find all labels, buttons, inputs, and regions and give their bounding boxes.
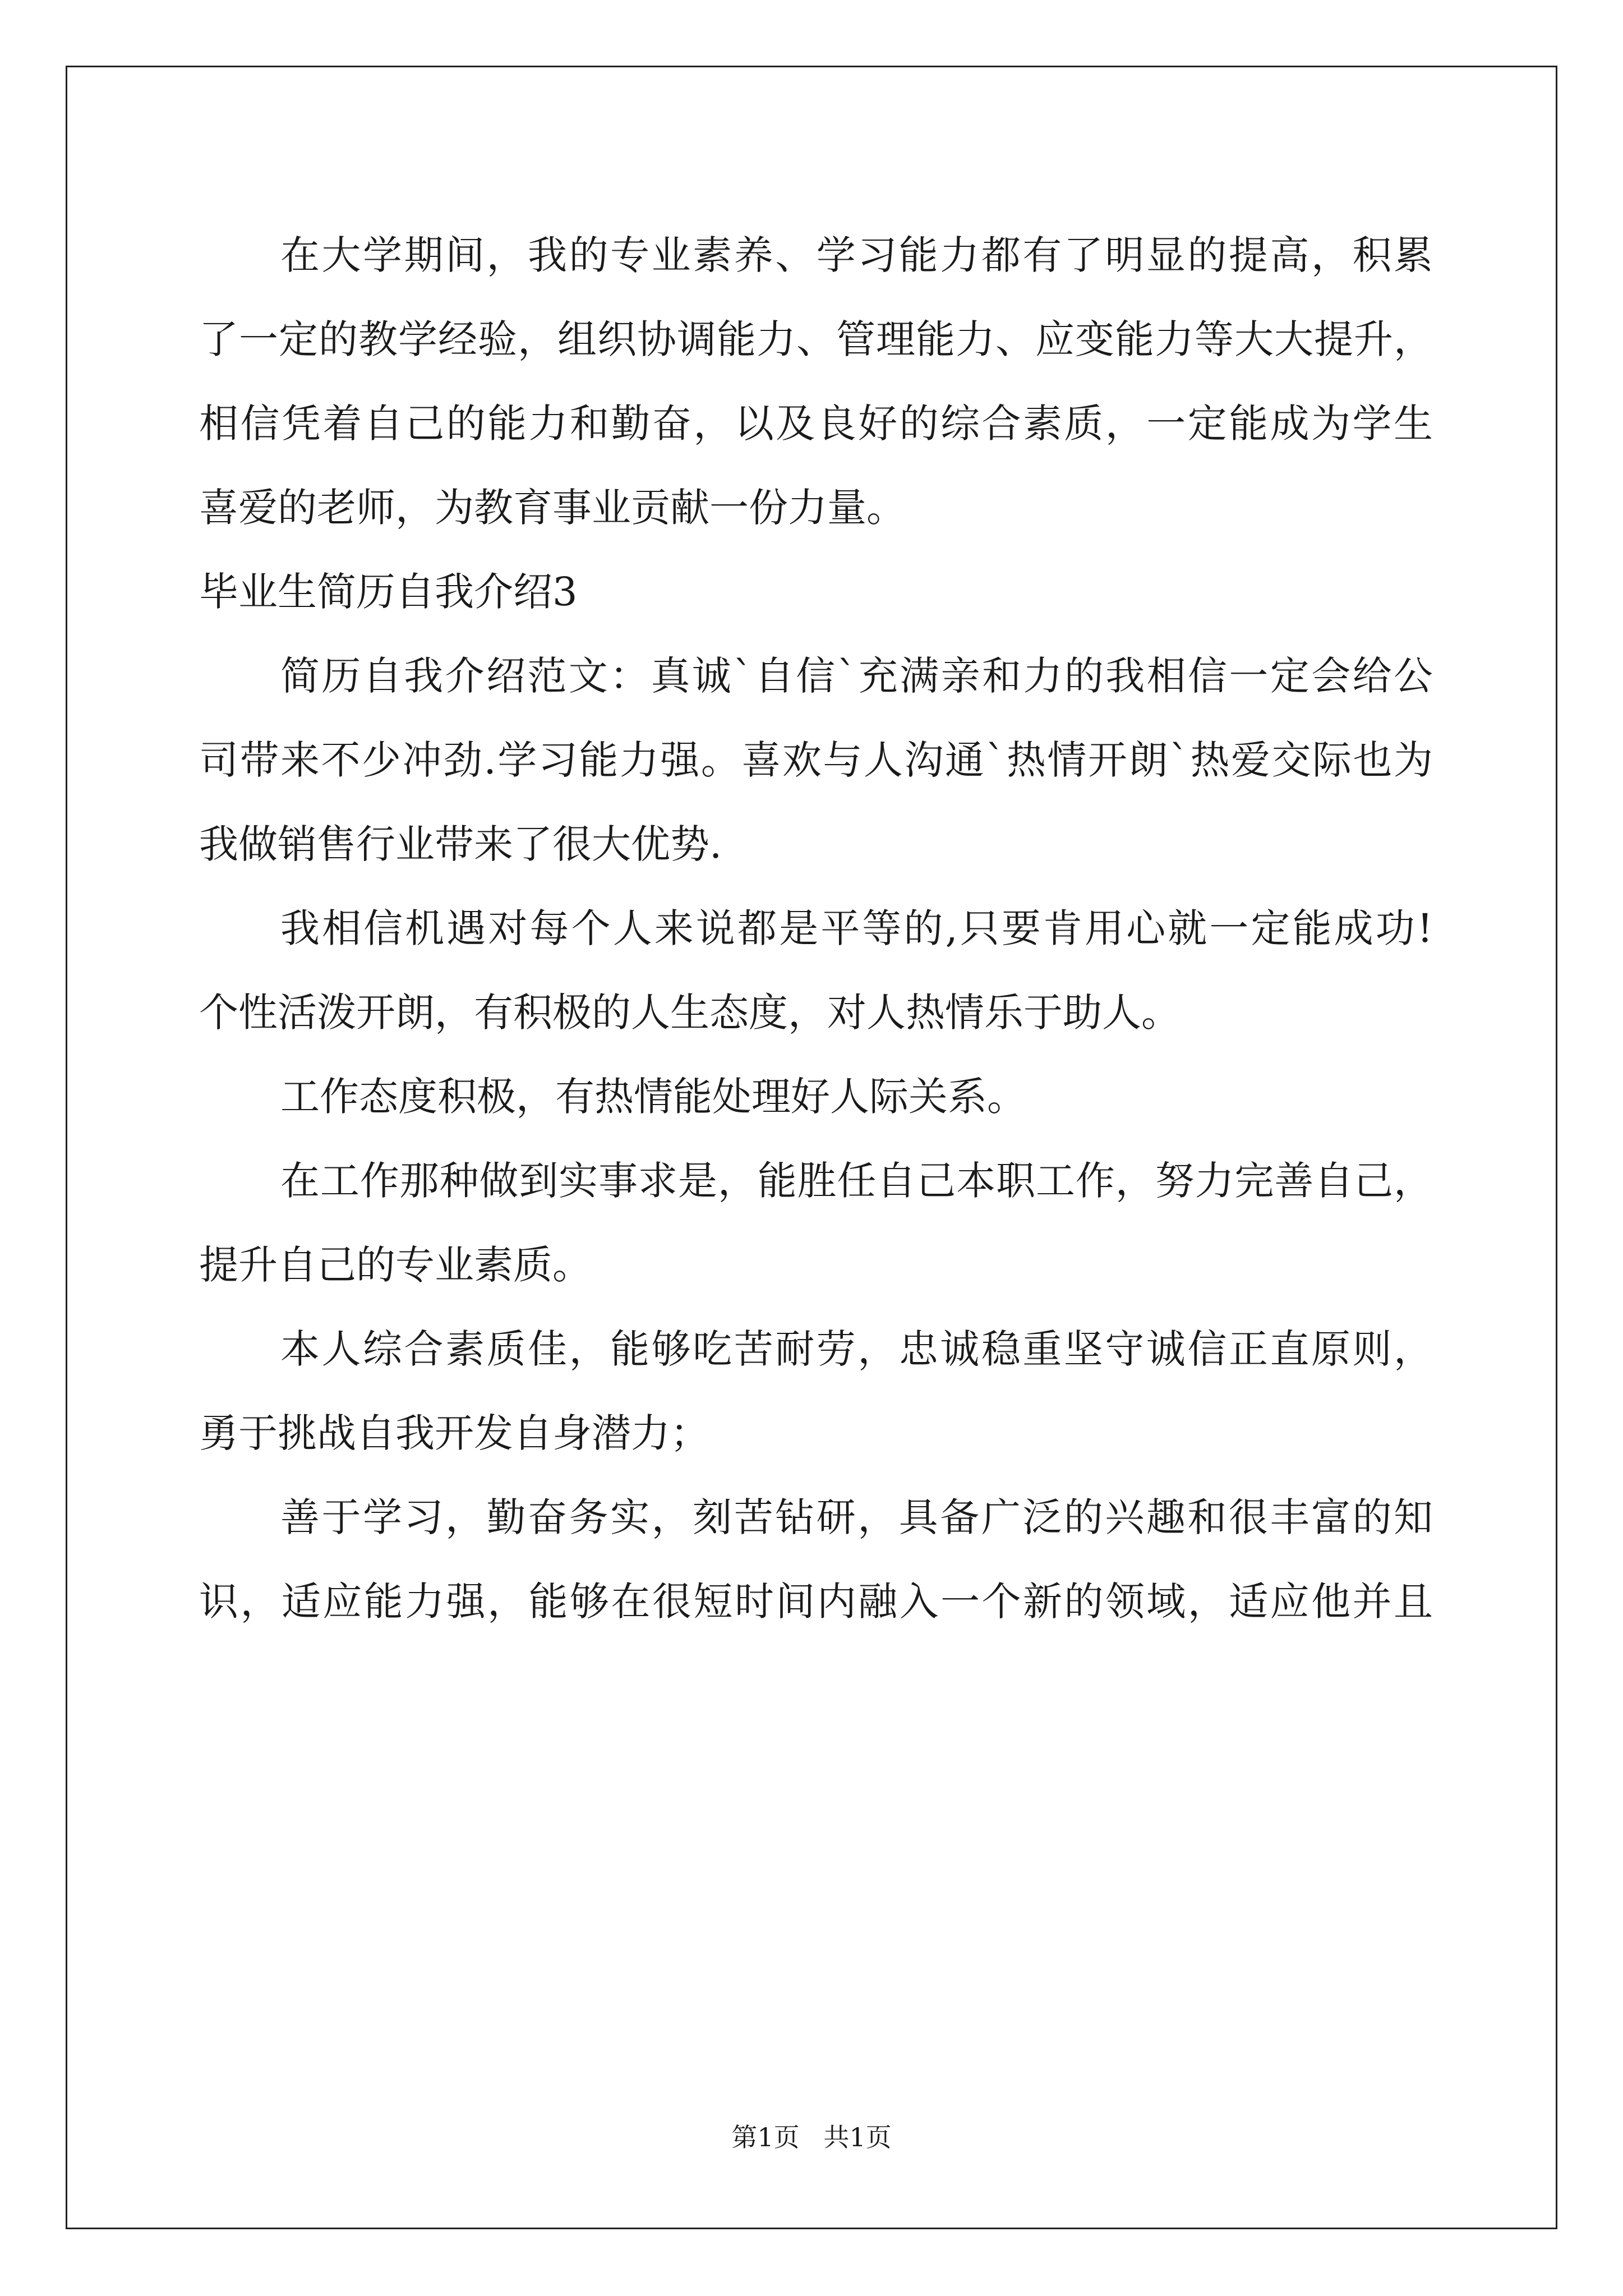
page-number-total: 共1页 xyxy=(823,2122,892,2152)
text-line: 个性活泼开朗，有积极的人生态度，对人热情乐于助人。 xyxy=(199,990,1181,1036)
page-footer xyxy=(0,2120,1623,2154)
page-number-current: 第1页 xyxy=(731,2122,800,2152)
text-line: 简历自我介绍范文：真诚`自信`充满亲和力的我相信一定会给公 xyxy=(280,653,1433,699)
text-line: 司带来不少冲劲.学习能力强。喜欢与人沟通`热情开朗`热爱交际也为 xyxy=(199,737,1433,783)
text-line: 本人综合素质佳，能够吃苦耐劳，忠诚稳重坚守诚信正直原则， xyxy=(280,1326,1433,1372)
text-line: 我做销售行业带来了很大优势. xyxy=(199,821,722,867)
text-line: 在大学期间，我的专业素养、学习能力都有了明显的提高，积累 xyxy=(280,232,1433,278)
text-line: 工作态度积极，有热情能处理好人际关系。 xyxy=(280,1074,1026,1120)
text-line: 善于学习，勤奋务实，刻苦钻研，具备广泛的兴趣和很丰富的知 xyxy=(280,1494,1433,1540)
text-line: 相信凭着自己的能力和勤奋，以及良好的综合素质，一定能成为学生 xyxy=(199,401,1433,447)
text-line: 毕业生简历自我介绍3 xyxy=(199,569,578,615)
document-body xyxy=(199,213,1433,1644)
text-line: 在工作那种做到实事求是，能胜任自己本职工作，努力完善自己， xyxy=(280,1158,1433,1204)
text-line: 我相信机遇对每个人来说都是平等的,只要肯用心就一定能成功! xyxy=(280,905,1433,951)
text-line: 了一定的教学经验，组织协调能力、管理能力、应变能力等大大提升， xyxy=(199,316,1433,362)
text-line: 勇于挑战自我开发自身潜力； xyxy=(199,1410,709,1456)
text-line: 提升自己的专业素质。 xyxy=(199,1242,592,1288)
text-line: 喜爱的老师，为教育事业贡献一份力量。 xyxy=(199,485,906,531)
text-line: 识，适应能力强，能够在很短时间内融入一个新的领域，适应他并且 xyxy=(199,1579,1433,1625)
